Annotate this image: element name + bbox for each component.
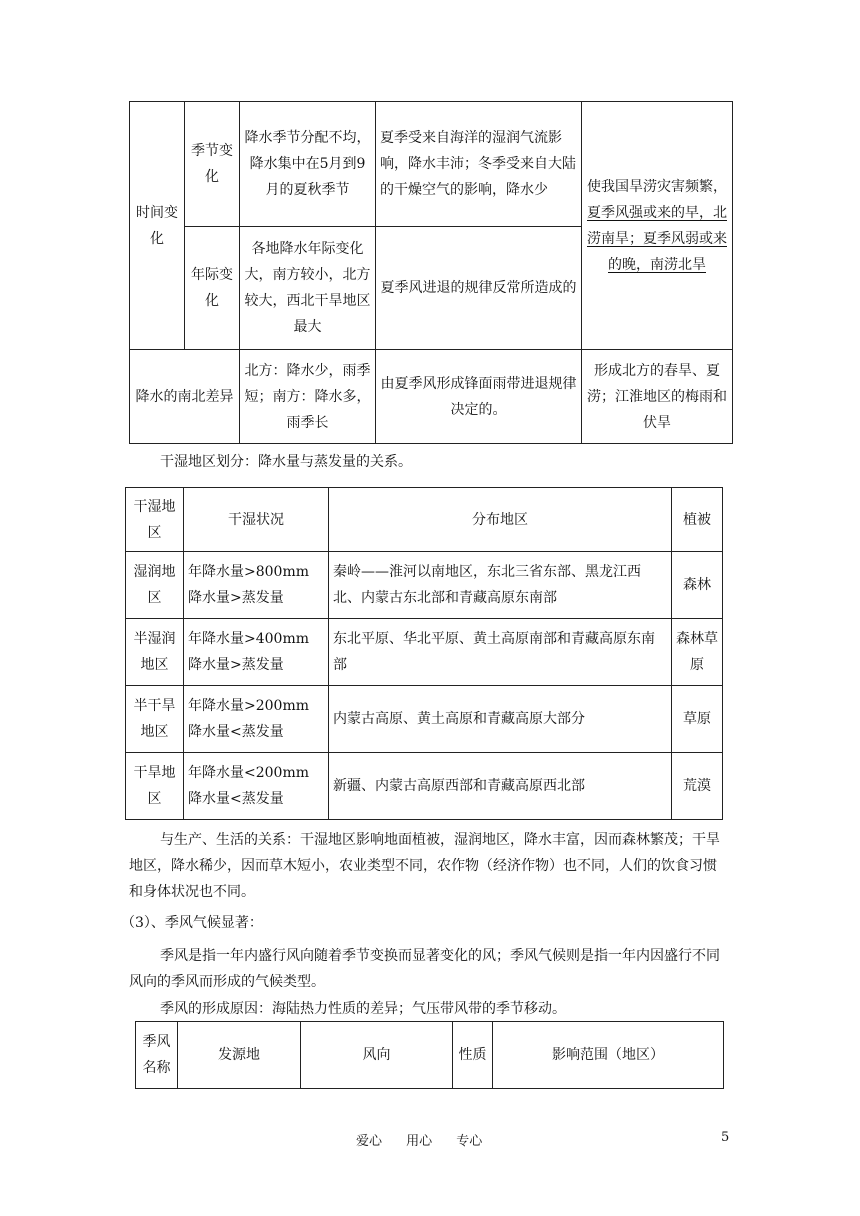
header-monsoon-name: 季风名称 [136, 1022, 178, 1089]
header-condition: 干湿状况 [184, 488, 329, 552]
north-south-feature: 北方：降水少，雨季短；南方：降水多，雨季长 [240, 350, 376, 444]
vegetation-cell: 森林 [672, 552, 723, 619]
time-change-impact [582, 102, 733, 350]
page-number: 5 [721, 1130, 730, 1145]
interannual-cause: 夏季风进退的规律反常所造成的 [376, 227, 582, 350]
vegetation-cell: 草原 [672, 686, 723, 753]
monsoon-table [135, 1021, 724, 1089]
north-south-label: 降水的南北差异 [130, 350, 240, 444]
distribution-cell: 东北平原、华北平原、黄土高原南部和青藏高原东南部 [329, 619, 672, 686]
header-nature: 性质 [453, 1022, 493, 1089]
header-wind-direction: 风向 [301, 1022, 453, 1089]
dry-wet-table [125, 487, 723, 820]
region-cell: 湿润地区 [126, 552, 184, 619]
interannual-change-label: 年际变化 [185, 227, 240, 350]
header-source: 发源地 [178, 1022, 301, 1089]
condition-cell: 年降水量>400mm 降水量>蒸发量 [184, 619, 329, 686]
table-row [126, 619, 723, 686]
distribution-cell: 秦岭——淮河以南地区，东北三省东部、黑龙江西北、内蒙古东北部和青藏高原东南部 [329, 552, 672, 619]
header-distribution: 分布地区 [329, 488, 672, 552]
header-vegetation: 植被 [672, 488, 723, 552]
header-influence-range: 影响范围（地区） [493, 1022, 724, 1089]
time-change-label: 时间变化 [130, 102, 185, 350]
monsoon-cause: 季风的形成原因：海陆热力性质的差异；气压带风带的季节移动。 [160, 1001, 566, 1017]
seasonal-change-label: 季节变化 [185, 102, 240, 227]
table-row [126, 686, 723, 753]
dry-wet-intro: 干湿地区划分：降水量与蒸发量的关系。 [160, 454, 412, 470]
distribution-cell: 新疆、内蒙古高原西部和青藏高原西北部 [329, 753, 672, 820]
impact-underlined: 夏季风强或来的早，北涝南旱；夏季风弱或来的晚，南涝北旱 [587, 204, 727, 273]
impact-intro: 使我国旱涝灾害频繁， [587, 178, 727, 195]
section-heading: （3）、季风气候显著： [121, 915, 263, 931]
region-cell: 干旱地区 [126, 753, 184, 820]
region-cell: 半干旱地区 [126, 686, 184, 753]
relation-paragraph: 与生产、生活的关系：干湿地区影响地面植被，湿润地区，降水丰富，因而森林繁茂；干旱地区，降水稀少，因而草木短小，农业类型不同，农作物（经济作物）也不同，人们的饮食习惯和身体状况也不同。 [129, 832, 720, 900]
north-south-cause: 由夏季风形成锋面雨带进退规律决定的。 [376, 350, 582, 444]
condition-cell: 年降水量<200mm 降水量<蒸发量 [184, 753, 329, 820]
header-region: 干湿地区 [126, 488, 184, 552]
vegetation-cell: 荒漠 [672, 753, 723, 820]
condition-cell: 年降水量>800mm 降水量>蒸发量 [184, 552, 329, 619]
seasonal-cause: 夏季受来自海洋的湿润气流影响，降水丰沛；冬季受来自大陆的干燥空气的影响，降水少 [376, 102, 582, 227]
monsoon-definition: 季风是指一年内盛行风向随着季节变换而显著变化的风；季风气候则是指一年内因盛行不同风向的季风而形成的气候类型。 [129, 948, 720, 990]
precipitation-change-table [129, 101, 733, 444]
condition-cell: 年降水量>200mm 降水量<蒸发量 [184, 686, 329, 753]
table-row [126, 552, 723, 619]
region-cell: 半湿润地区 [126, 619, 184, 686]
seasonal-feature: 降水季节分配不均，降水集中在5月到9月的夏秋季节 [240, 102, 376, 227]
interannual-feature: 各地降水年际变化大，南方较小，北方较大，西北干旱地区最大 [240, 227, 376, 350]
vegetation-cell: 森林草原 [672, 619, 723, 686]
north-south-impact: 形成北方的春旱、夏涝；江淮地区的梅雨和伏旱 [582, 350, 733, 444]
table-row [126, 753, 723, 820]
distribution-cell: 内蒙古高原、黄土高原和青藏高原大部分 [329, 686, 672, 753]
page-footer: 爱心 用心 专心 [356, 1134, 483, 1149]
